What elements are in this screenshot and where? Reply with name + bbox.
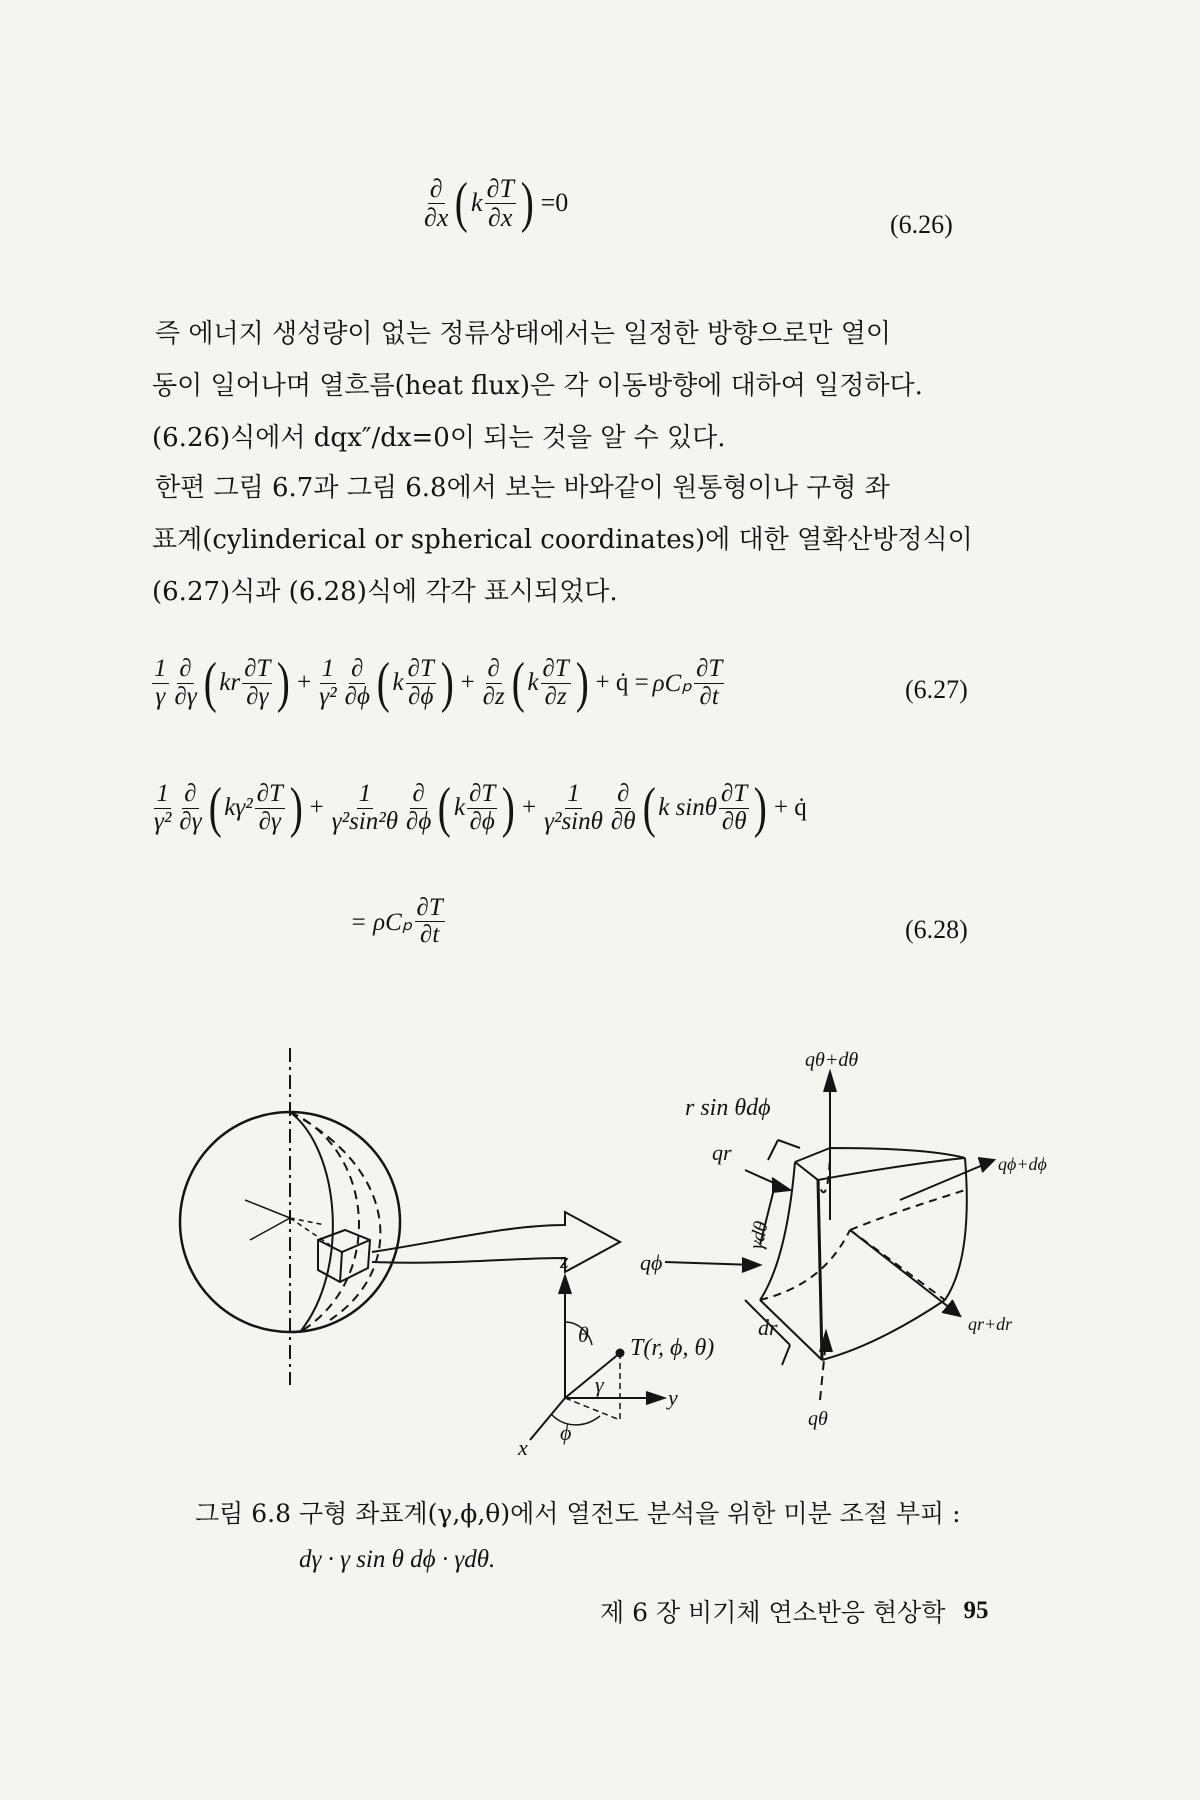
label-q-r-dr: qr+dr	[968, 1314, 1013, 1334]
chapter-title: 제 6 장 비기체 연소반응 현상학	[600, 1598, 946, 1627]
enlarged-volume-element	[760, 1148, 967, 1360]
caption-line: 그림 6.8 구형 좌표계(γ,ϕ,θ)에서 열전도 분석을 위한 미분 조절 부피 :	[195, 1499, 961, 1528]
q-phi-arrow	[665, 1262, 755, 1265]
small-volume-element	[318, 1230, 370, 1282]
paragraph-line: 한편 그림 6.7과 그림 6.8에서 보는 바와같이 원통형이나 구형 좌	[155, 473, 890, 503]
paragraph-line: 동이 일어나며 열흐름(heat flux)은 각 이동방향에 대하여 일정하다.	[152, 371, 923, 401]
axis-label-x: x	[518, 1435, 528, 1460]
figure-caption	[195, 1491, 961, 1583]
temperature-gradient: $\frac{\partial T}{\partial x}$	[486, 174, 514, 232]
derivative-operator: $\frac{\partial}{\partial x}$	[424, 174, 449, 232]
conductivity-symbol: k	[471, 188, 483, 217]
equation-number-6-26: (6.26)	[890, 210, 953, 239]
equation-6-26: $\frac{\partial}{\partial x}$ ( k $\frac{\partial T}{\partial x}$ ) =0	[424, 172, 569, 234]
label-q-theta-dtheta: qθ+dθ	[805, 1049, 859, 1071]
meridian-dashed-1	[290, 1112, 359, 1332]
label-r-sin-theta-dphi: r sin θdϕ	[685, 1095, 771, 1121]
angle-label-theta: θ	[578, 1322, 589, 1347]
q-r-dr-arrow	[850, 1230, 955, 1312]
page-footer	[600, 1593, 988, 1629]
point-label: T(r, ϕ, θ)	[630, 1335, 715, 1361]
paragraph-steady-state	[152, 308, 1025, 464]
axis-label-z: z	[560, 1248, 569, 1273]
page-number: 95	[963, 1597, 989, 1624]
paragraph-line: (6.26)식에서 dqx″/dx=0이 되는 것을 알 수 있다.	[152, 423, 726, 453]
equation-6-27-cylindrical: $\frac{1}{\gamma}$ $\frac{\partial}{\partial\gamma}$ ( kr $\frac{\partial T}{\partial\gamma}$ ) + $\frac{1}{\text{γ²}}$ $\frac{\partial}{\partial\phi}$ ( k $\frac{\partial T}{\partial\phi}$ ) + $\frac{\partial}{\partial z}$ ( k $\frac{\partial T}{\partial z}$ ) + q̇ = ρCₚ $\frac{\partial T}{\partial t}$	[154, 652, 723, 714]
axis-label-y: y	[668, 1385, 678, 1410]
angle-label-phi: ϕ	[560, 1420, 572, 1445]
paragraph-coordinates	[152, 462, 1025, 618]
label-qr: qr	[712, 1140, 732, 1165]
label-r-dtheta: γdθ	[745, 1219, 773, 1252]
r-sin-dimension	[768, 1140, 800, 1160]
figure-spherical-control-volume	[0, 1030, 1200, 1480]
caption-line: dγ · γ sin θ dϕ · γdθ.	[299, 1546, 496, 1573]
transfer-arrow	[372, 1212, 620, 1272]
equation-6-28-spherical: $\frac{1}{\text{γ²}}$ $\frac{\partial}{\partial\gamma}$ ( kγ² $\frac{\partial T}{\partial\gamma}$ ) + $\frac{1}{\text{γ²sin²θ}}$ $\frac{\partial}{\partial\phi}$ ( k $\frac{\partial T}{\partial\phi}$ ) + $\frac{1}{\text{γ²sinθ}}$ $\frac{\partial}{\partial\theta}$ ( k sinθ $\frac{\partial T}{\partial\theta}$ ) + q̇	[154, 777, 807, 839]
paragraph-line: 표계(cylinderical or spherical coordinates)에 대한 열확산방정식이	[152, 525, 973, 555]
paragraph-line: (6.27)식과 (6.28)식에 각각 표시되었다.	[152, 577, 618, 607]
paragraph-line: 즉 에너지 생성량이 없는 정류상태에서는 일정한 방향으로만 열이	[155, 319, 891, 349]
equation-number-6-28: (6.28)	[905, 915, 968, 944]
label-q-theta: qθ	[808, 1408, 828, 1430]
equation-6-28-rhs: = ρCₚ $\frac{\partial T}{\partial t}$	[350, 894, 443, 949]
label-dr: dr	[758, 1315, 778, 1340]
label-q-phi: qϕ	[640, 1250, 663, 1275]
label-q-phi-dphi: qϕ+dϕ	[998, 1154, 1047, 1174]
q-phi-dphi-arrow	[900, 1162, 990, 1200]
equals-zero: =0	[540, 188, 569, 217]
radius-label: γ	[595, 1372, 604, 1397]
equation-number-6-27: (6.27)	[905, 675, 968, 704]
